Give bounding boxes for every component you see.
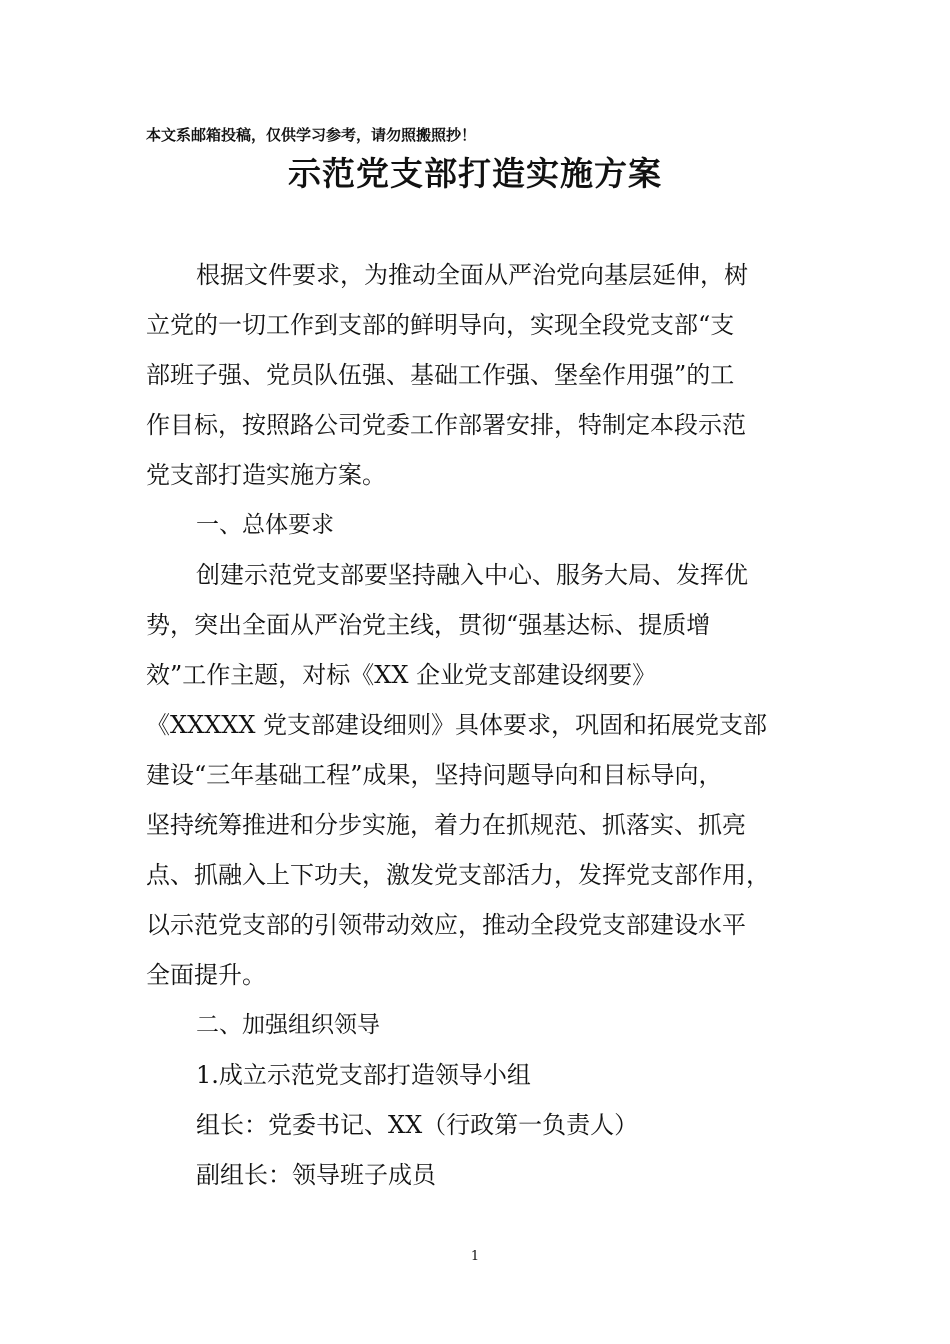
paragraph-line: 势，突出全面从严治党主线，贯彻“强基达标、提质增: [146, 611, 711, 639]
subsection-heading: 1.成立示范党支部打造领导小组: [196, 1061, 531, 1089]
paragraph-line: 建设“三年基础工程”成果，坚持问题导向和目标导向，: [146, 761, 723, 789]
paragraph-line: 创建示范党支部要坚持融入中心、服务大局、发挥优: [196, 561, 748, 589]
paragraph-line: 效”工作主题，对标《XX 企业党支部建设纲要》: [146, 661, 657, 689]
paragraph-line: 部班子强、党员队伍强、基础工作强、堡垒作用强”的工: [146, 361, 735, 389]
paragraph-line: 以示范党支部的引领带动效应，推动全段党支部建设水平: [146, 911, 746, 939]
paragraph-line: 《XXXXX 党支部建设细则》具体要求，巩固和拓展党支部: [146, 711, 768, 739]
paragraph-line: 全面提升。: [146, 961, 266, 989]
paragraph-line: 党支部打造实施方案。: [146, 461, 386, 489]
section-heading: 二、加强组织领导: [196, 1012, 380, 1038]
paragraph-line: 作目标，按照路公司党委工作部署安排，特制定本段示范: [146, 411, 746, 439]
paragraph-line: 副组长：领导班子成员: [196, 1161, 436, 1189]
paragraph-line: 根据文件要求，为推动全面从严治党向基层延伸，树: [196, 261, 748, 289]
document-title: 示范党支部打造实施方案: [288, 154, 662, 193]
copyright-notice: 本文系邮箱投稿，仅供学习参考，请勿照搬照抄！: [146, 126, 477, 144]
section-heading: 一、总体要求: [196, 512, 334, 538]
page-number: 1: [470, 1249, 480, 1264]
paragraph-line: 组长：党委书记、XX（行政第一负责人）: [196, 1111, 639, 1139]
paragraph-line: 立党的一切工作到支部的鲜明导向，实现全段党支部“支: [146, 311, 735, 339]
paragraph-line: 点、抓融入上下功夫，激发党支部活力，发挥党支部作用，: [146, 861, 770, 889]
paragraph-line: 坚持统筹推进和分步实施，着力在抓规范、抓落实、抓亮: [146, 811, 746, 839]
